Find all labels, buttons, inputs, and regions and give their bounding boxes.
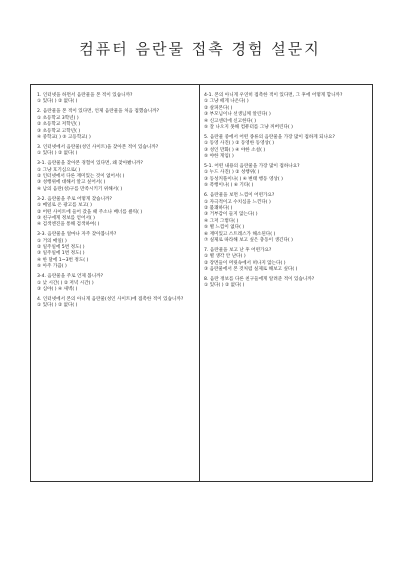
- answer-option[interactable]: ② 초등학교 저학년( ): [37, 122, 81, 128]
- question-block: [37, 145, 195, 158]
- page-title: 컴퓨터 음란물 접촉 경험 설문지: [79, 40, 321, 58]
- answer-option[interactable]: ⑤ 아주 가끔( ): [37, 264, 67, 270]
- question-text: 6. 음란물을 보면 느낌이 어떤가요?: [204, 193, 275, 199]
- question-text: 4-1. 본의 아니게 우연히 접촉한 적이 있다면, 그 후에 어떻게 합니까?: [204, 93, 343, 98]
- answer-option[interactable]: ① 그냥 떼게 나온다( ): [204, 99, 249, 105]
- question-text: 2. 음란물을 본 적이 있다면, 언제 음란물을 처음 접했습니까?: [37, 109, 160, 115]
- answer-option[interactable]: ① 자극적이고 수치심을 느낀다( ): [204, 199, 271, 205]
- question-text: 4. 인터넷에서 본의 아니게 음란물(성인 사이트)에 접촉한 적이 있습니까?: [37, 296, 184, 302]
- question-block: [37, 93, 195, 106]
- question-block: [37, 232, 195, 270]
- answer-option[interactable]: ① 있다( ) ② 없다( ): [37, 99, 78, 105]
- question-block: [37, 197, 195, 229]
- answer-option[interactable]: ② 살펴본다( ): [204, 105, 233, 111]
- answer-option[interactable]: ③ 일주일에 1번 정도( ): [37, 251, 85, 257]
- answer-option[interactable]: ② 어떤 사이트에 들어 갔을 때 주소나 배너를 클릭( ): [37, 209, 143, 215]
- question-block: [204, 248, 370, 274]
- question-block: [37, 297, 195, 310]
- question-text: 3-3. 음란물을 얼마나 자주 찾아봅니까?: [37, 232, 117, 238]
- question-block: [204, 277, 370, 290]
- question-block: [204, 93, 370, 131]
- question-block: [37, 109, 195, 141]
- column-divider: [199, 85, 200, 481]
- question-text: 1. 인터넷을 하면서 음란물을 본 적이 있습니까?: [37, 93, 133, 98]
- answer-option[interactable]: ② 일주일에 5번 정도( ): [37, 245, 85, 251]
- question-text: 3-4. 음란물을 주로 언제 봅니까?: [37, 274, 104, 280]
- answer-option[interactable]: ① 있다( ) ② 없다( ): [204, 283, 245, 289]
- answer-option[interactable]: ② 불쾌하다( ): [204, 206, 233, 211]
- question-block: [204, 135, 370, 161]
- right-column: [204, 93, 370, 293]
- answer-option[interactable]: ① 별 생각 안 난다( ): [204, 254, 246, 260]
- answer-option[interactable]: ⑤ 폭행이나( ) ⑥ 기타( ): [204, 183, 254, 189]
- question-text: 3-2. 음란물을 주로 어떻게 찾습니까?: [37, 196, 112, 202]
- answer-option[interactable]: ③ 성행위에 대해서 알고 싶어서( ): [37, 180, 106, 186]
- answer-option[interactable]: ⑦ 실제로 따라해 보고 싶은 충동이 생긴다( ): [204, 238, 293, 244]
- answer-option[interactable]: ④ 검색엔진을 통해 검색하여( ): [37, 222, 100, 228]
- answer-option[interactable]: ① 있다( ) ② 없다( ): [37, 303, 78, 309]
- answer-option[interactable]: ② 장면들이 머릿속에서 떠나지 않는다( ): [204, 260, 286, 266]
- answer-option[interactable]: ① 누드 사진( ) ② 성행위( ): [204, 170, 260, 176]
- answer-option[interactable]: ③ 음란물에서 본 것처럼 실제로 해보고 싶다( ): [204, 267, 298, 273]
- answer-option[interactable]: ① 동영 사진( ) ② 동영한 동영상( ): [204, 141, 275, 147]
- answer-option[interactable]: ④ 신고센터에 신고한다( ): [204, 118, 257, 124]
- answer-option[interactable]: ④ 남의 음란(성)구를 만족시키기 위해서( ): [37, 186, 123, 192]
- answer-option[interactable]: ⑤ 야한 게임( ): [204, 154, 234, 160]
- answer-option[interactable]: ① 거의 매일( ): [37, 238, 67, 244]
- answer-option[interactable]: ③ 부모님이나 선생님께 알린다( ): [204, 112, 271, 118]
- answer-option[interactable]: ② 인터넷에서 다른 재미있는 것이 없어서( ): [37, 173, 125, 179]
- answer-option[interactable]: ④ 한 달에 1~3번 정도( ): [37, 257, 89, 263]
- questionnaire-table: [30, 84, 373, 482]
- answer-option[interactable]: ③ 동성커플이나( ) ④ 변태 행동 영상( ): [204, 176, 283, 182]
- answer-option[interactable]: ① 있다( ) ② 없다( ): [37, 151, 78, 157]
- question-block: [37, 161, 195, 193]
- answer-option[interactable]: ① 메일로 온 광고를 보고( ): [37, 203, 92, 209]
- answer-option[interactable]: ③ 성인 만화( ) ④ 야한 소설( ): [204, 147, 266, 153]
- left-column: [37, 93, 195, 313]
- question-text: 5. 음란물 중에서 어떤 종류의 음란물을 가장 많이 접하게 되나요?: [204, 134, 335, 140]
- question-block: [37, 274, 195, 293]
- question-text: 3. 인터넷에서 음란물(성인 사이트)을 찾아본 적이 있습니까?: [37, 144, 159, 150]
- answer-option[interactable]: ③ 친구에게 정보를 얻어서( ): [37, 215, 95, 221]
- answer-option[interactable]: ③ 초등학교 고학년( ): [37, 128, 81, 134]
- answer-option[interactable]: ③ 거부감이 들지 않는다( ): [204, 212, 258, 218]
- answer-option[interactable]: ① 낮 시간( ) ② 저녁 시간( ): [37, 280, 94, 286]
- answer-option[interactable]: ④ 중학교( ) ⑤ 고등학교( ): [37, 134, 91, 140]
- question-text: 3-1. 음란물을 찾아본 경험이 있다면, 왜 찾아봤니까?: [37, 161, 143, 167]
- question-text: 7. 음란물을 보고 난 후 어떤가요?: [204, 247, 272, 253]
- answer-option[interactable]: ⑥ 재미있고 스트레스가 해소된다( ): [204, 231, 276, 237]
- question-text: 5-1. 어떤 내용의 음란물을 가장 많이 접하나요?: [204, 164, 300, 170]
- answer-option[interactable]: ① 초등학교 3학년( ): [37, 115, 79, 121]
- answer-option[interactable]: ⑤ 잘 나오지 못해 컴퓨터를 그냥 꺼버린다( ): [204, 125, 293, 131]
- answer-option[interactable]: ① 그냥 호기심으로( ): [37, 167, 81, 173]
- answer-option[interactable]: ④ 그저 그렇다( ): [204, 218, 239, 224]
- answer-option[interactable]: ⑤ 별 느낌이 없다( ): [204, 225, 245, 231]
- answer-option[interactable]: ③ 심야( ) ④ 새벽( ): [37, 286, 78, 292]
- question-block: [204, 164, 370, 190]
- question-text: 8. 음란 정보를 다른 친구들에게 알려준 적이 있습니까?: [204, 277, 315, 283]
- question-block: [204, 193, 370, 244]
